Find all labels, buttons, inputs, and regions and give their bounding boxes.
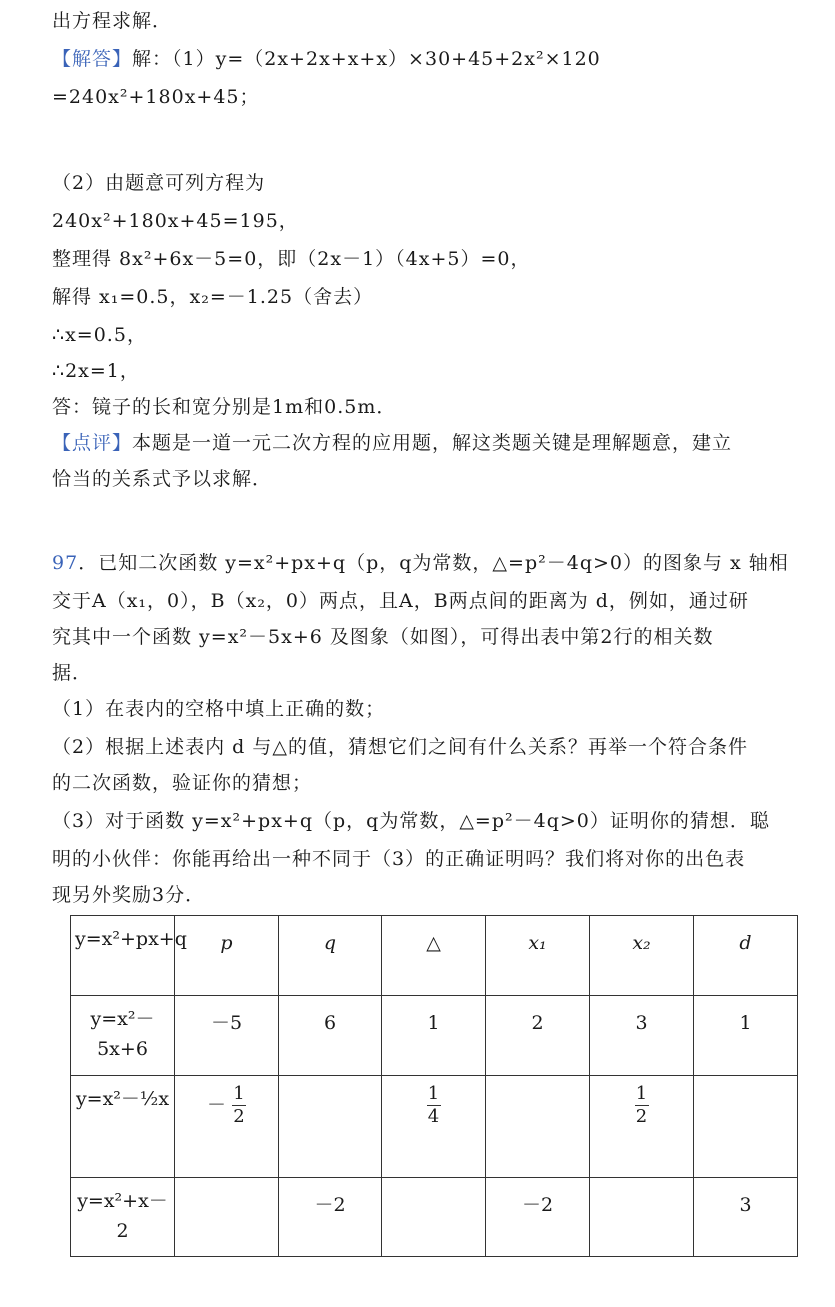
- question-2: （2）根据上述表内 d 与△的值，猜想它们之间有什么关系？再举一个符合条件: [52, 736, 748, 758]
- text-line: 答：镜子的长和宽分别是1m和0.5m．: [52, 396, 397, 418]
- text-line: 明的小伙伴：你能再给出一种不同于（3）的正确证明吗？我们将对你的出色表: [52, 848, 746, 870]
- table-cell: [175, 1178, 279, 1257]
- table-cell: 1: [382, 996, 486, 1076]
- table-cell: y=x²－½x: [71, 1076, 175, 1178]
- review-tag: 【点评】: [52, 432, 133, 454]
- header-cell: p: [175, 916, 279, 996]
- denominator: 2: [635, 1106, 648, 1127]
- problem-97-line: [52, 550, 789, 576]
- question-3: （3）对于函数 y=x²+px+q（p，q为常数，△=p²－4q>0）证明你的猜想．聪: [52, 810, 770, 832]
- minus-sign: －: [206, 1093, 226, 1116]
- table-row: [71, 1076, 798, 1178]
- header-cell: y=x²+px+q: [71, 916, 175, 996]
- table-cell: [175, 1076, 279, 1178]
- review-line: [52, 430, 732, 456]
- denominator: 4: [427, 1106, 440, 1127]
- table-row: [71, 1178, 798, 1257]
- table-cell: [486, 1076, 590, 1178]
- table-header-row: [71, 916, 798, 996]
- table-cell: y=x²+x－2: [71, 1178, 175, 1257]
- table-cell: [382, 1076, 486, 1178]
- answer-line: [52, 46, 601, 72]
- numerator: 1: [427, 1083, 440, 1104]
- fraction-one-half: [635, 1084, 649, 1127]
- table-cell: y=x²－5x+6: [71, 996, 175, 1076]
- review-text: 本题是一道一元二次方程的应用题，解这类题关键是理解题意，建立: [132, 432, 733, 454]
- text-line: 的二次函数，验证你的猜想；: [52, 772, 313, 794]
- fraction-one-half: [232, 1084, 246, 1127]
- header-cell: q: [279, 916, 382, 996]
- table-cell: [590, 1076, 694, 1178]
- text-line: =240x²+180x+45；: [52, 86, 260, 108]
- text-line: 解得 x₁=0.5，x₂=－1.25（舍去）: [52, 286, 374, 308]
- text-line: 出方程求解．: [52, 10, 173, 32]
- problem-number: 97: [52, 552, 79, 574]
- table-cell: [694, 1076, 798, 1178]
- table-cell: －2: [279, 1178, 382, 1257]
- header-cell: △: [382, 916, 486, 996]
- text-line: 究其中一个函数 y=x²－5x+6 及图象（如图），可得出表中第2行的相关数: [52, 626, 714, 648]
- text-line: 恰当的关系式予以求解．: [52, 468, 273, 490]
- table-cell: 6: [279, 996, 382, 1076]
- text-line: 整理得 8x²+6x－5=0，即（2x－1）（4x+5）=0，: [52, 248, 531, 270]
- text-line: 交于A（x₁，0），B（x₂，0）两点，且A，B两点间的距离为 d，例如，通过研: [52, 590, 749, 612]
- header-cell: x₁: [486, 916, 590, 996]
- answer-text: 解：（1）y=（2x+2x+x+x）×30+45+2x²×120: [132, 48, 601, 70]
- text-line: ∴x=0.5，: [52, 324, 147, 346]
- data-table: [70, 915, 798, 1257]
- table-cell: [279, 1076, 382, 1178]
- table-cell: 3: [694, 1178, 798, 1257]
- text-line: 据．: [52, 662, 93, 684]
- problem-text: ．已知二次函数 y=x²+px+q（p，q为常数，△=p²－4q>0）的图象与 x 轴相: [78, 552, 789, 574]
- table-cell: －2: [486, 1178, 590, 1257]
- header-cell: x₂: [590, 916, 694, 996]
- table-cell: 1: [694, 996, 798, 1076]
- header-cell: d: [694, 916, 798, 996]
- table-cell: [590, 1178, 694, 1257]
- text-line: （2）由题意可列方程为: [52, 172, 266, 194]
- answer-tag: 【解答】: [52, 48, 133, 70]
- denominator: 2: [233, 1106, 245, 1127]
- question-1: （1）在表内的空格中填上正确的数；: [52, 698, 386, 720]
- table-cell: 2: [486, 996, 590, 1076]
- text-line: 现另外奖励3分．: [52, 884, 206, 906]
- table-cell: [382, 1178, 486, 1257]
- text-line: 240x²+180x+45=195，: [52, 210, 299, 232]
- table-row: [71, 996, 798, 1076]
- text-line: ∴2x=1，: [52, 360, 140, 382]
- fraction-one-quarter: [427, 1084, 441, 1127]
- numerator: 1: [233, 1083, 245, 1104]
- numerator: 1: [635, 1083, 648, 1104]
- table-cell: 3: [590, 996, 694, 1076]
- table-cell: －5: [175, 996, 279, 1076]
